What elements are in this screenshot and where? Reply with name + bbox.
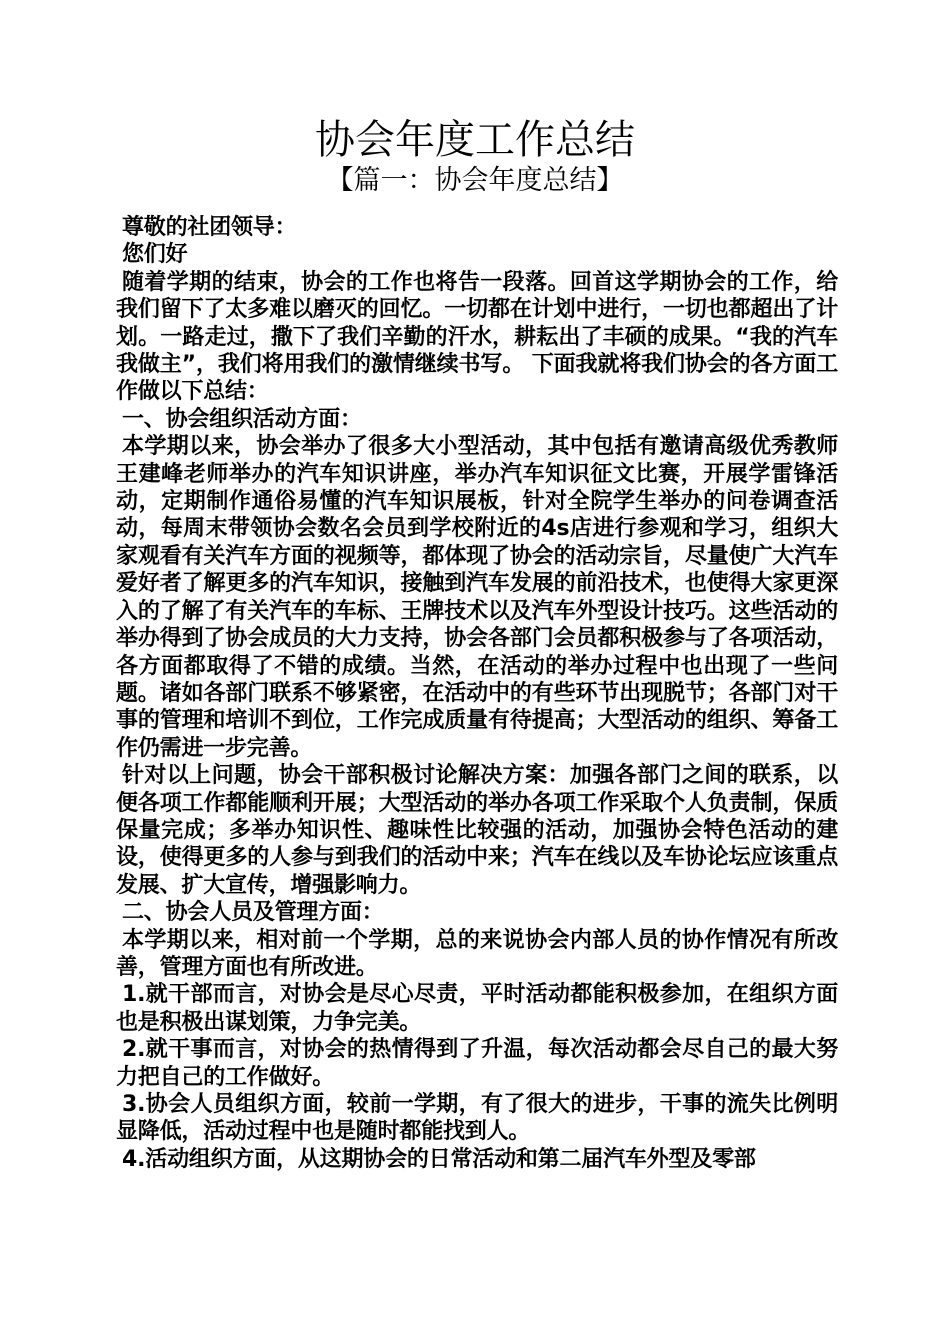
section-heading-management: 二、协会人员及管理方面： <box>122 900 384 926</box>
list-item-cadres: 1.就干部而言，对协会是尽心尽责，平时活动都能积极参加，在组织方面也是积极出谋划策，力争完美。 <box>116 982 838 1035</box>
section-heading-activities: 一、协会组织活动方面： <box>122 406 362 432</box>
list-item-activity-organization: 4.活动组织方面，从这期协会的日常活动和第二届汽车外型及零部 <box>122 1146 756 1172</box>
greeting: 您们好 <box>122 242 188 268</box>
management-paragraph: 本学期以来，相对前一个学期，总的来说协会内部人员的协作情况有所改善，管理方面也有所改进。 <box>116 927 838 980</box>
activities-paragraph: 本学期以来，协会举办了很多大小型活动，其中包括有邀请高级优秀教师王建峰老师举办的汽车知识讲座，举办汽车知识征文比赛，开展学雷锋活动，定期制作通俗易懂的汽车知识展板，针对全院学生举办的问卷调查活动，每周末带领协会数名会员到学校附近的4s店进行参观和学习，组织大家观看有关汽车方面的视频等，都体现了协会的活动宗旨，尽量使广大汽车爱好者了解更多的汽车知识，接触到汽车发展的前沿技术，也使得大家更深入的了解了有关汽车的车标、王牌技术以及汽车外型设计技巧。这些活动的举办得到了协会成员的大力支持，协会各部门会员都积极参与了各项活动，各方面都取得了不错的成绩。当然，在活动的举办过程中也出现了一些问题。诸如各部门联系不够紧密，在活动中的有些环节出现脱节；各部门对干事的管理和培训不到位，工作完成质量有待提高；大型活动的组织、筹备工作仍需进一步完善。 <box>116 434 838 761</box>
document-subtitle: 【篇一：协会年度总结】 <box>326 165 624 196</box>
document-title: 协会年度工作总结 <box>315 117 635 163</box>
document-body <box>116 214 838 1173</box>
intro-paragraph: 随着学期的结束，协会的工作也将告一段落。回首这学期协会的工作，给我们留下了太多难以磨灭的回忆。一切都在计划中进行，一切也都超出了计划。一路走过，撒下了我们辛勤的汗水，耕耘出了丰硕的成果。“我的汽车我做主”，我们将用我们的激情继续书写。 下面我就将我们协会的各方面工作做以下总结： <box>116 269 838 405</box>
salutation: 尊敬的社团领导： <box>122 215 297 240</box>
solutions-paragraph: 针对以上问题，协会干部积极讨论解决方案：加强各部门之间的联系，以便各项工作都能顺利开展；大型活动的举办各项工作采取个人负责制，保质保量完成；多举办知识性、趣味性比较强的活动，加强协会特色活动的建设，使得更多的人参与到我们的活动中来；汽车在线以及车协论坛应该重点发展、扩大宣传，增强影响力。 <box>116 763 838 898</box>
list-item-staff: 2.就干事而言，对协会的热情得到了升温，每次活动都会尽自己的最大努力把自己的工作做好。 <box>116 1037 838 1090</box>
list-item-organization: 3.协会人员组织方面，较前一学期，有了很大的进步，干事的流失比例明显降低，活动过程中也是随时都能找到人。 <box>116 1092 838 1145</box>
